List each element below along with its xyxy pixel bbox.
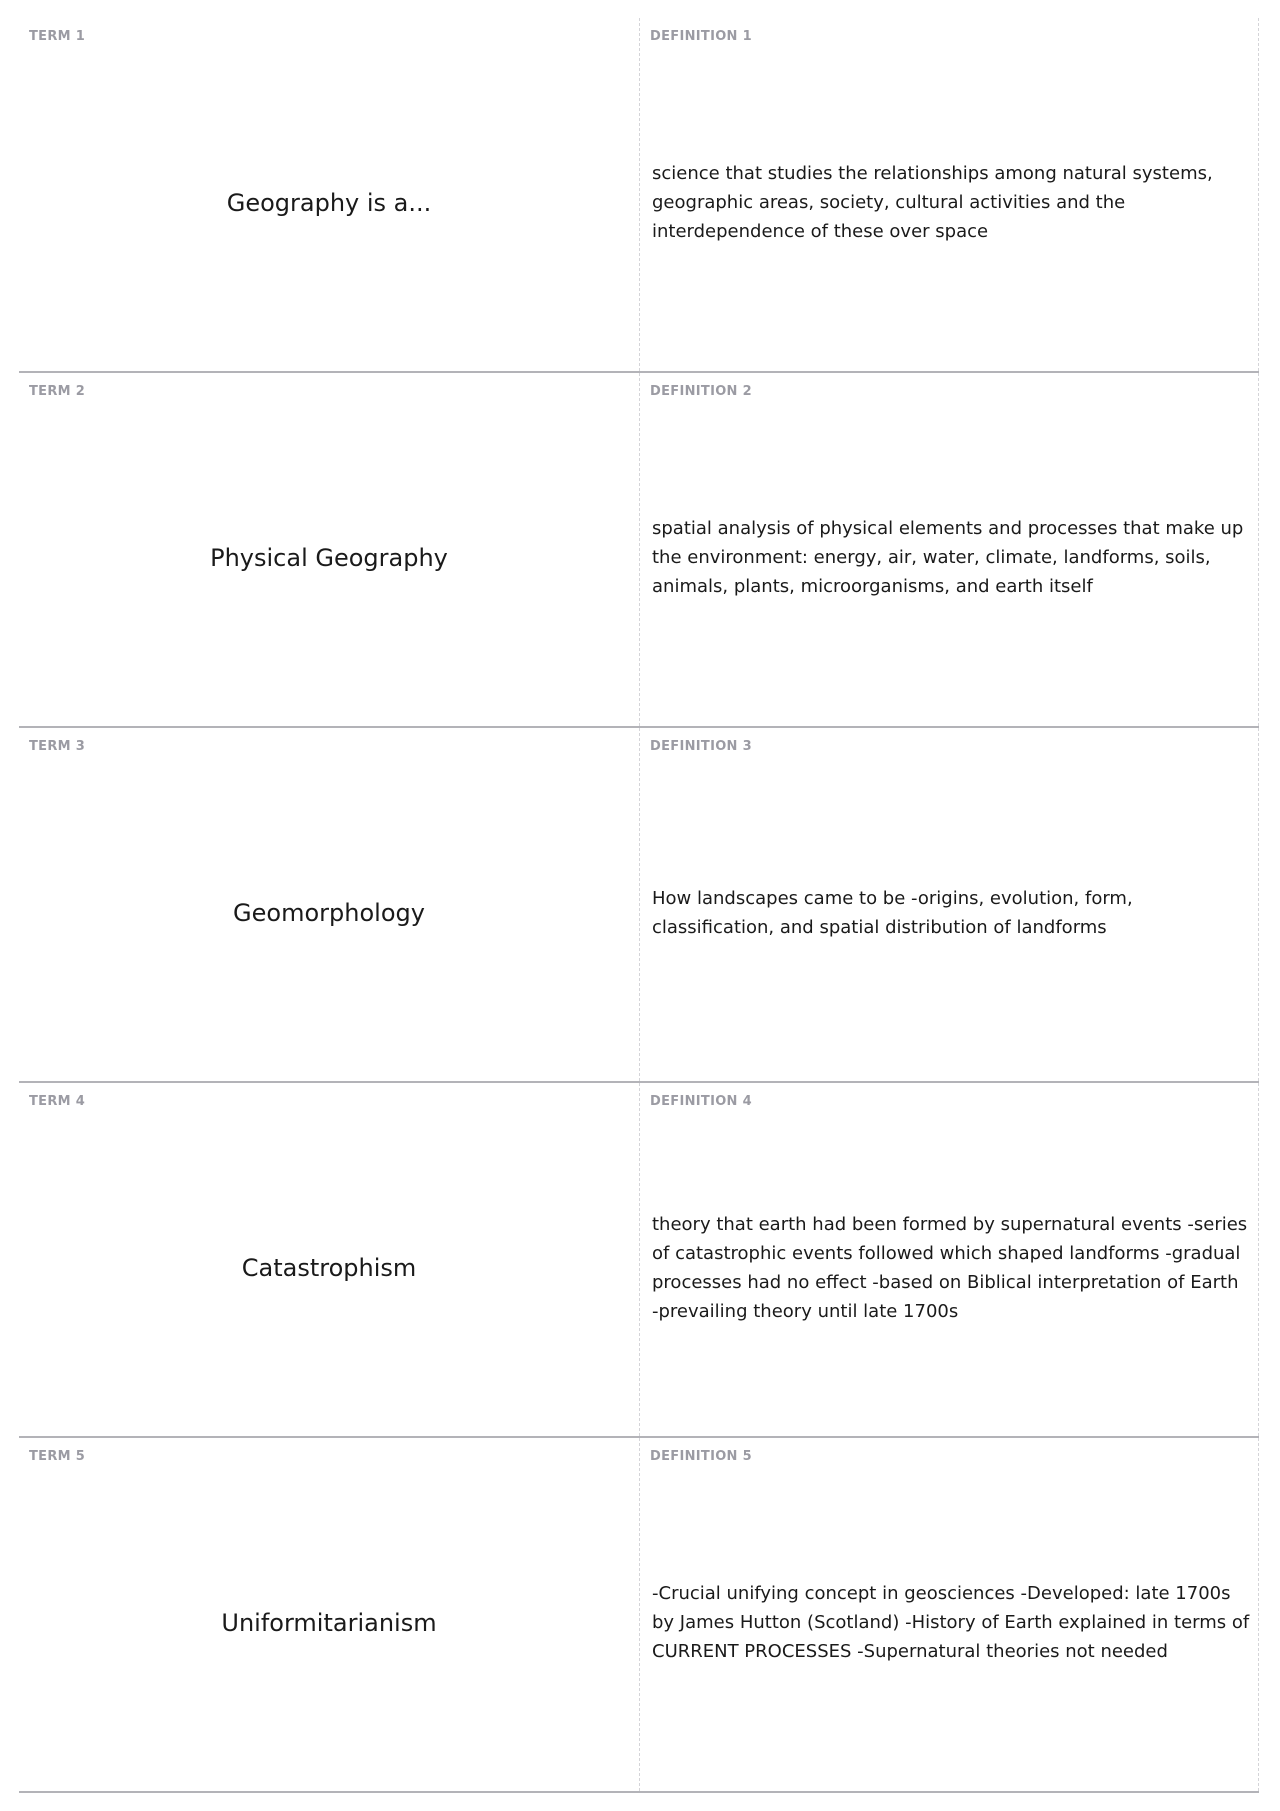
flashcard-sheet	[19, 18, 1259, 1793]
definition-text: theory that earth had been formed by supernatural events -series of catastrophic events followed which shaped landforms -gradual processes had no effect -based on Biblical interpretation of Earth -prevailing theory until late 1700s	[652, 1213, 1248, 1322]
definition-body	[640, 1466, 1258, 1791]
definition-label: DEFINITION 5	[650, 1449, 752, 1464]
definition-body	[640, 46, 1258, 371]
term-body	[19, 1466, 639, 1791]
term-cell	[19, 728, 640, 1081]
definition-cell	[640, 1083, 1259, 1436]
term-body	[19, 1111, 639, 1436]
term-body	[19, 46, 639, 371]
definition-body	[640, 756, 1258, 1081]
definition-label: DEFINITION 2	[650, 384, 752, 399]
term-cell	[19, 373, 640, 726]
definition-cell	[640, 1438, 1259, 1791]
term-cell	[19, 1083, 640, 1436]
term-cell	[19, 18, 640, 371]
definition-label: DEFINITION 4	[650, 1094, 752, 1109]
card-row	[19, 373, 1259, 728]
definition-body	[640, 401, 1258, 726]
definition-label: DEFINITION 1	[650, 29, 752, 44]
term-label: TERM 2	[29, 384, 86, 399]
term-body	[19, 401, 639, 726]
definition-cell	[640, 373, 1259, 726]
term-body	[19, 756, 639, 1081]
term-label: TERM 4	[29, 1094, 86, 1109]
term-text: Geography is a...	[226, 188, 432, 217]
term-text: Geomorphology	[233, 898, 425, 927]
card-row	[19, 728, 1259, 1083]
definition-label: DEFINITION 3	[650, 739, 752, 754]
term-cell	[19, 1438, 640, 1791]
definition-text: spatial analysis of physical elements and processes that make up the environment: energy, air, water, climate, landforms, soils, animals, plants, microorganisms, and earth itself	[652, 518, 1244, 597]
card-row	[19, 1438, 1259, 1793]
term-label: TERM 1	[29, 29, 86, 44]
term-label: TERM 5	[29, 1449, 86, 1464]
definition-body	[640, 1111, 1258, 1436]
term-label: TERM 3	[29, 739, 86, 754]
term-text: Uniformitarianism	[221, 1608, 437, 1637]
definition-text: science that studies the relationships among natural systems, geographic areas, society, cultural activities and the interdependence of these over space	[652, 163, 1213, 242]
definition-text: How landscapes came to be -origins, evolution, form, classification, and spatial distribution of landforms	[652, 887, 1133, 938]
card-row	[19, 1083, 1259, 1438]
term-text: Catastrophism	[241, 1253, 417, 1282]
term-text: Physical Geography	[210, 543, 448, 572]
definition-text: -Crucial unifying concept in geosciences -Developed: late 1700s by James Hutton (Scotland) -History of Earth explained in terms of CURRENT PROCESSES -Supernatural theories not needed	[652, 1583, 1250, 1662]
definition-cell	[640, 18, 1259, 371]
card-row	[19, 18, 1259, 373]
definition-cell	[640, 728, 1259, 1081]
